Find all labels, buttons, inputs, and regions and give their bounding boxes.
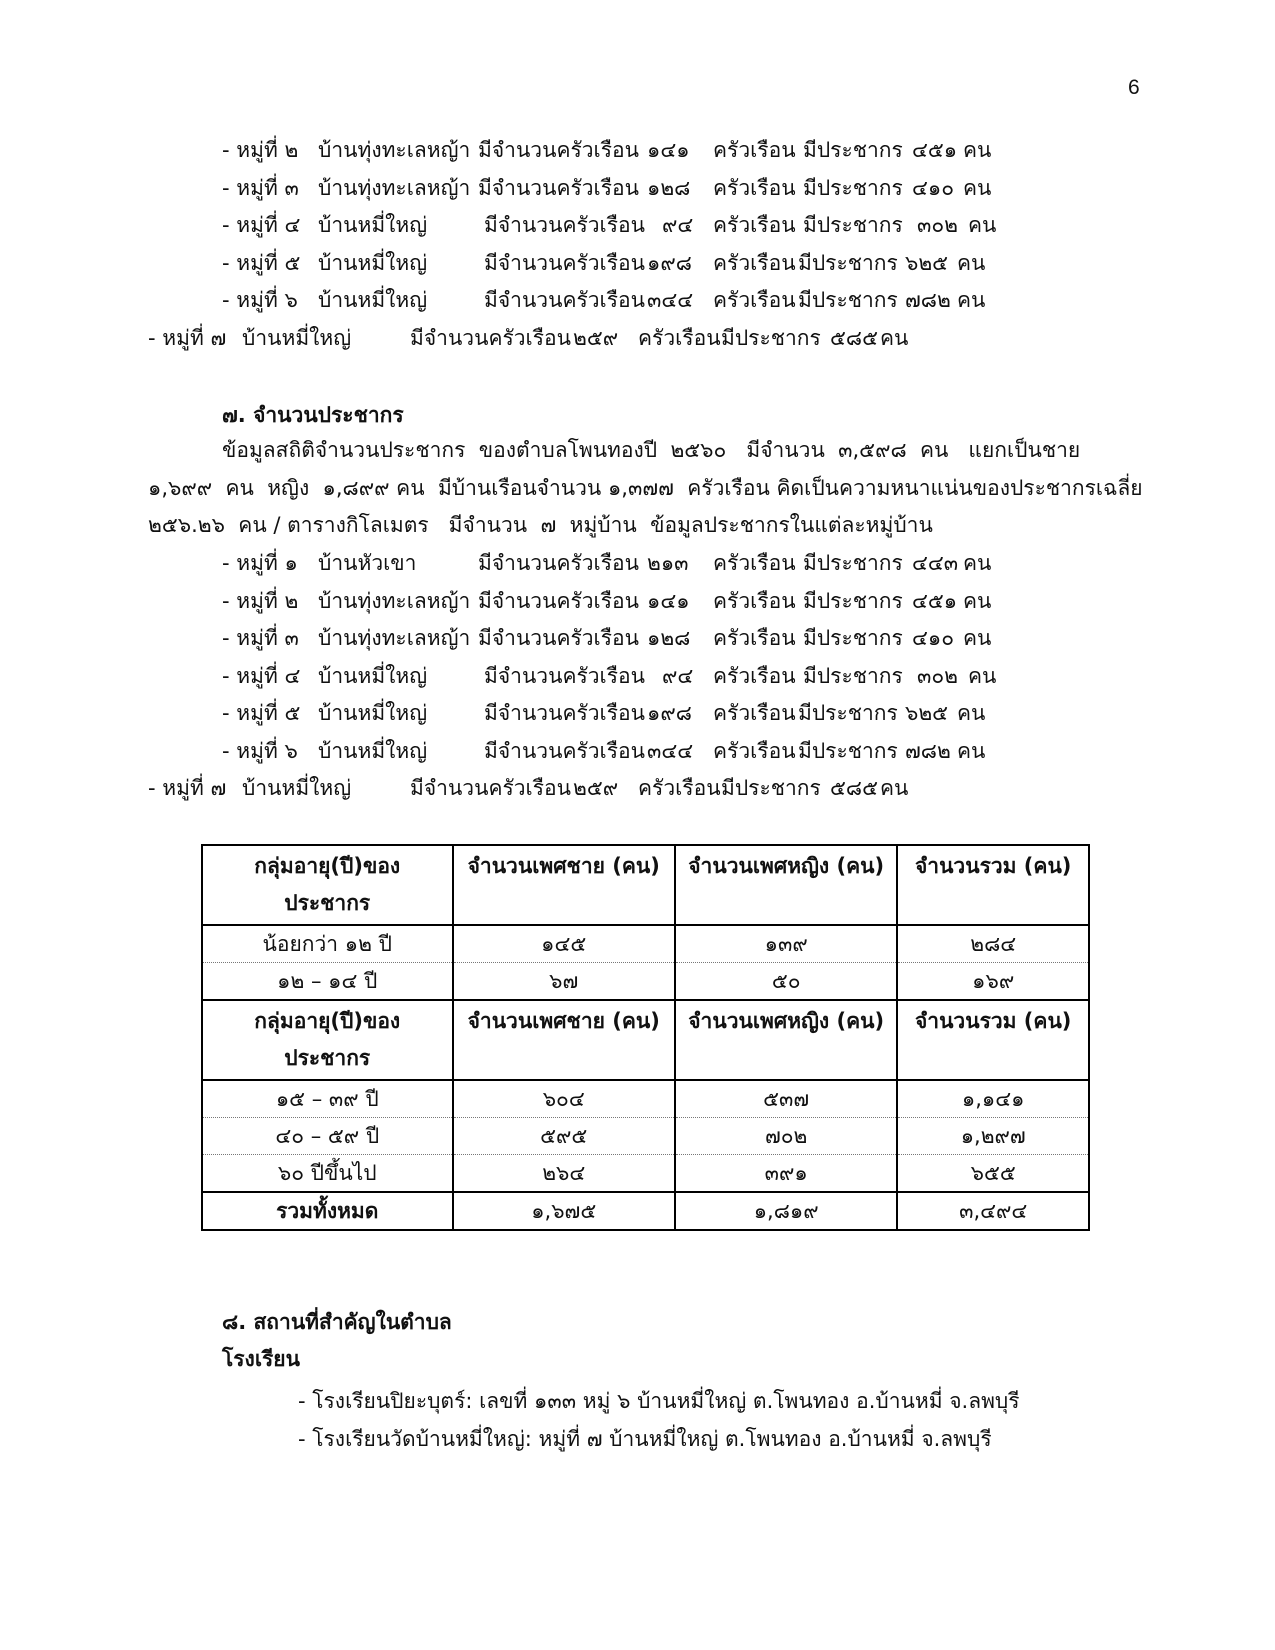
total-cell: ๑๖๙ (897, 963, 1089, 1001)
paragraph-line: ข้อมูลสถิติจำนวนประชากร ของตำบลโพนทองปี ๒๕๖๐ มีจำนวน ๓,๕๙๘ คน แยกเป็นชาย (222, 438, 1081, 462)
households-value: ๑๒๘ (647, 175, 691, 200)
households-value: ๒๕๙ (573, 325, 619, 350)
village-prefix: - หมู่ที่ ๓ (222, 626, 299, 650)
header-age-group (202, 1000, 453, 1080)
female-cell: ๓๙๑ (675, 1155, 897, 1193)
households-label: มีจำนวนครัวเรือน (478, 138, 639, 162)
total-cell: ๑,๑๔๑ (897, 1080, 1089, 1118)
population-value: ๔๕๑ (912, 138, 958, 162)
header-line: ประชากร (284, 1046, 371, 1070)
village-list (0, 545, 1275, 808)
population-unit: คน (968, 663, 997, 688)
village-prefix: - หมู่ที่ ๖ (222, 738, 298, 763)
age-group-cell: น้อยกว่า ๑๒ ปี (202, 925, 453, 963)
households-unit: ครัวเรือน (638, 325, 721, 350)
population-unit: คน (880, 776, 909, 800)
village-prefix: - หมู่ที่ ๑ (222, 551, 298, 575)
households-label: มีจำนวนครัวเรือน (478, 551, 639, 575)
male-cell: ๖๗ (453, 963, 675, 1001)
households-value: ๑๙๘ (647, 701, 692, 725)
table-row (202, 963, 1089, 1001)
households-value: ๑๔๑ (647, 138, 690, 162)
village-name: บ้านหมี่ใหญ่ (318, 663, 428, 688)
population-label: มีประชากร (803, 551, 903, 575)
population-value: ๕๘๕ (830, 776, 878, 800)
households-unit: ครัวเรือน (713, 588, 796, 613)
header-line: กลุ่มอายุ(ปี)ของ (254, 854, 401, 878)
total-cell: ๒๘๔ (897, 925, 1089, 963)
population-unit: คน (963, 175, 992, 200)
population-value: ๔๔๓ (912, 551, 959, 575)
population-value: ๔๑๐ (912, 626, 955, 650)
section-7-paragraph (148, 432, 1143, 545)
age-group-cell: ๔๐ – ๕๙ ปี (202, 1118, 453, 1155)
population-value: ๓๐๒ (917, 213, 959, 237)
female-cell: ๑๓๙ (675, 925, 897, 963)
population-label: มีประชากร (803, 626, 903, 650)
table-row (202, 1155, 1089, 1193)
school-item: - โรงเรียนวัดบ้านหมี่ใหญ่: หมู่ที่ ๗ บ้านหมี่ใหญ่ ต.โพนทอง อ.บ้านหมี่ จ.ลพบุรี (298, 1427, 992, 1451)
village-row (0, 132, 1275, 170)
male-cell: ๒๖๔ (453, 1155, 675, 1193)
age-group-cell: ๖๐ ปีขึ้นไป (202, 1155, 453, 1193)
households-unit: ครัวเรือน (713, 663, 796, 688)
households-label: มีจำนวนครัวเรือน (484, 663, 645, 688)
village-row (0, 695, 1275, 733)
population-value: ๔๑๐ (912, 175, 955, 200)
section-8-heading: ๘. สถานที่สำคัญในตำบล (222, 1310, 452, 1334)
households-label: มีจำนวนครัวเรือน (478, 588, 639, 613)
village-name: บ้านหมี่ใหญ่ (242, 776, 352, 800)
households-value: ๒๕๙ (573, 776, 619, 800)
population-unit: คน (968, 213, 997, 237)
page-number: 6 (1128, 76, 1140, 99)
village-row (0, 207, 1275, 245)
village-prefix: - หมู่ที่ ๗ (148, 776, 227, 800)
population-unit: คน (963, 138, 992, 162)
village-row (0, 320, 1275, 358)
village-row (0, 282, 1275, 320)
population-value: ๕๘๕ (830, 325, 878, 350)
population-label: มีประชากร (803, 175, 903, 200)
header-male: จำนวนเพศชาย (คน) (453, 1000, 675, 1080)
households-label: มีจำนวนครัวเรือน (410, 776, 571, 800)
village-prefix: - หมู่ที่ ๕ (222, 701, 301, 725)
female-cell: ๕๐ (675, 963, 897, 1001)
population-unit: คน (880, 325, 909, 350)
total-all: ๓,๔๙๔ (897, 1192, 1089, 1230)
population-label: มีประชากร (721, 776, 821, 800)
header-female: จำนวนเพศหญิง (คน) (675, 845, 897, 925)
header-age-group (202, 845, 453, 925)
table-row (202, 1118, 1089, 1155)
male-cell: ๖๐๔ (453, 1080, 675, 1118)
population-label: มีประชากร (803, 663, 903, 688)
population-label: มีประชากร (798, 288, 898, 312)
village-row (0, 733, 1275, 771)
village-list-top (0, 132, 1275, 357)
village-prefix: - หมู่ที่ ๓ (222, 175, 299, 200)
village-name: บ้านหมี่ใหญ่ (242, 325, 352, 350)
households-unit: ครัวเรือน (713, 701, 796, 725)
male-cell: ๑๔๕ (453, 925, 675, 963)
population-label: มีประชากร (721, 325, 821, 350)
village-row (0, 658, 1275, 696)
village-prefix: - หมู่ที่ ๖ (222, 288, 298, 312)
village-name: บ้านหัวเขา (318, 551, 417, 575)
header-female: จำนวนเพศหญิง (คน) (675, 1000, 897, 1080)
village-name: บ้านหมี่ใหญ่ (318, 738, 428, 763)
population-unit: คน (957, 250, 986, 275)
total-label: รวมทั้งหมด (202, 1192, 453, 1230)
population-value: ๖๒๕ (905, 250, 949, 275)
households-value: ๑๙๘ (647, 250, 692, 275)
households-unit: ครัวเรือน (713, 738, 796, 763)
age-group-cell: ๑๒ – ๑๔ ปี (202, 963, 453, 1001)
households-unit: ครัวเรือน (713, 250, 796, 275)
village-prefix: - หมู่ที่ ๔ (222, 663, 301, 688)
table-row (202, 1080, 1089, 1118)
population-unit: คน (963, 626, 992, 650)
households-value: ๙๔ (662, 663, 694, 688)
village-prefix: - หมู่ที่ ๕ (222, 250, 301, 275)
population-value: ๗๘๒ (905, 288, 951, 312)
village-name: บ้านทุ่งทะเลหญ้า (318, 626, 471, 650)
village-name: บ้านหมี่ใหญ่ (318, 701, 428, 725)
village-prefix: - หมู่ที่ ๒ (222, 138, 299, 162)
households-label: มีจำนวนครัวเรือน (478, 175, 639, 200)
village-name: บ้านหมี่ใหญ่ (318, 213, 428, 237)
population-unit: คน (957, 288, 986, 312)
header-line: กลุ่มอายุ(ปี)ของ (254, 1009, 401, 1033)
male-cell: ๕๙๕ (453, 1118, 675, 1155)
table-row (202, 925, 1089, 963)
population-label: มีประชากร (798, 250, 898, 275)
header-total: จำนวนรวม (คน) (897, 1000, 1089, 1080)
header-line: ประชากร (284, 891, 371, 915)
population-label: มีประชากร (803, 213, 903, 237)
households-value: ๙๔ (662, 213, 694, 237)
population-unit: คน (963, 588, 992, 613)
households-label: มีจำนวนครัวเรือน (484, 250, 645, 275)
village-row (0, 245, 1275, 283)
households-value: ๒๑๓ (647, 551, 689, 575)
female-cell: ๕๓๗ (675, 1080, 897, 1118)
female-cell: ๗๐๒ (675, 1118, 897, 1155)
households-label: มีจำนวนครัวเรือน (478, 626, 639, 650)
total-male: ๑,๖๗๕ (453, 1192, 675, 1230)
households-value: ๑๒๘ (647, 626, 691, 650)
paragraph-line: ๒๕๖.๒๖ คน / ตารางกิโลเมตร มีจำนวน ๗ หมู่บ้าน ข้อมูลประชากรในแต่ละหมู่บ้าน (148, 513, 933, 537)
population-label: มีประชากร (798, 701, 898, 725)
population-label: มีประชากร (803, 588, 903, 613)
households-unit: ครัวเรือน (713, 288, 796, 312)
population-value: ๓๐๒ (917, 663, 959, 688)
village-name: บ้านทุ่งทะเลหญ้า (318, 588, 471, 613)
section-7-heading: ๗. จำนวนประชากร (222, 403, 404, 427)
table-total-row (202, 1192, 1089, 1230)
population-value: ๗๘๒ (905, 738, 951, 763)
header-male: จำนวนเพศชาย (คน) (453, 845, 675, 925)
total-cell: ๖๕๕ (897, 1155, 1089, 1193)
schools-subheading: โรงเรียน (222, 1347, 300, 1371)
households-unit: ครัวเรือน (713, 551, 796, 575)
total-cell: ๑,๒๙๗ (897, 1118, 1089, 1155)
village-prefix: - หมู่ที่ ๔ (222, 213, 301, 237)
households-label: มีจำนวนครัวเรือน (484, 288, 645, 312)
village-row (0, 170, 1275, 208)
population-value: ๖๒๕ (905, 701, 949, 725)
village-name: บ้านทุ่งทะเลหญ้า (318, 175, 471, 200)
total-female: ๑,๘๑๙ (675, 1192, 897, 1230)
households-unit: ครัวเรือน (713, 213, 796, 237)
households-unit: ครัวเรือน (713, 175, 796, 200)
village-row (0, 545, 1275, 583)
households-label: มีจำนวนครัวเรือน (410, 325, 571, 350)
age-group-cell: ๑๕ – ๓๙ ปี (202, 1080, 453, 1118)
households-value: ๓๔๔ (647, 288, 694, 312)
population-value: ๔๕๑ (912, 588, 958, 613)
table-header-row (202, 1000, 1089, 1080)
households-value: ๓๔๔ (647, 738, 694, 763)
population-unit: คน (957, 738, 986, 763)
population-unit: คน (957, 701, 986, 725)
households-unit: ครัวเรือน (713, 626, 796, 650)
population-label: มีประชากร (803, 138, 903, 162)
village-name: บ้านทุ่งทะเลหญ้า (318, 138, 471, 162)
village-row (0, 770, 1275, 808)
households-value: ๑๔๑ (647, 588, 690, 613)
households-label: มีจำนวนครัวเรือน (484, 701, 645, 725)
households-label: มีจำนวนครัวเรือน (484, 213, 645, 237)
population-unit: คน (963, 551, 992, 575)
school-item: - โรงเรียนปิยะบุตร์: เลขที่ ๑๓๓ หมู่ ๖ บ้านหมี่ใหญ่ ต.โพนทอง อ.บ้านหมี่ จ.ลพบุรี (298, 1389, 1020, 1413)
households-unit: ครัวเรือน (638, 776, 721, 800)
village-name: บ้านหมี่ใหญ่ (318, 250, 428, 275)
village-prefix: - หมู่ที่ ๗ (148, 325, 227, 350)
header-total: จำนวนรวม (คน) (897, 845, 1089, 925)
population-age-table (201, 844, 1090, 1231)
village-row (0, 620, 1275, 658)
village-row (0, 583, 1275, 621)
population-label: มีประชากร (798, 738, 898, 763)
village-prefix: - หมู่ที่ ๒ (222, 588, 299, 613)
households-unit: ครัวเรือน (713, 138, 796, 162)
village-name: บ้านหมี่ใหญ่ (318, 288, 428, 312)
table-header-row (202, 845, 1089, 925)
paragraph-line: ๑,๖๙๙ คน หญิง ๑,๘๙๙ คน มีบ้านเรือนจำนวน ๑,๓๗๗ ครัวเรือน คิดเป็นความหนาแน่นของประชากรเฉลี่ย (148, 475, 1143, 500)
households-label: มีจำนวนครัวเรือน (484, 738, 645, 763)
